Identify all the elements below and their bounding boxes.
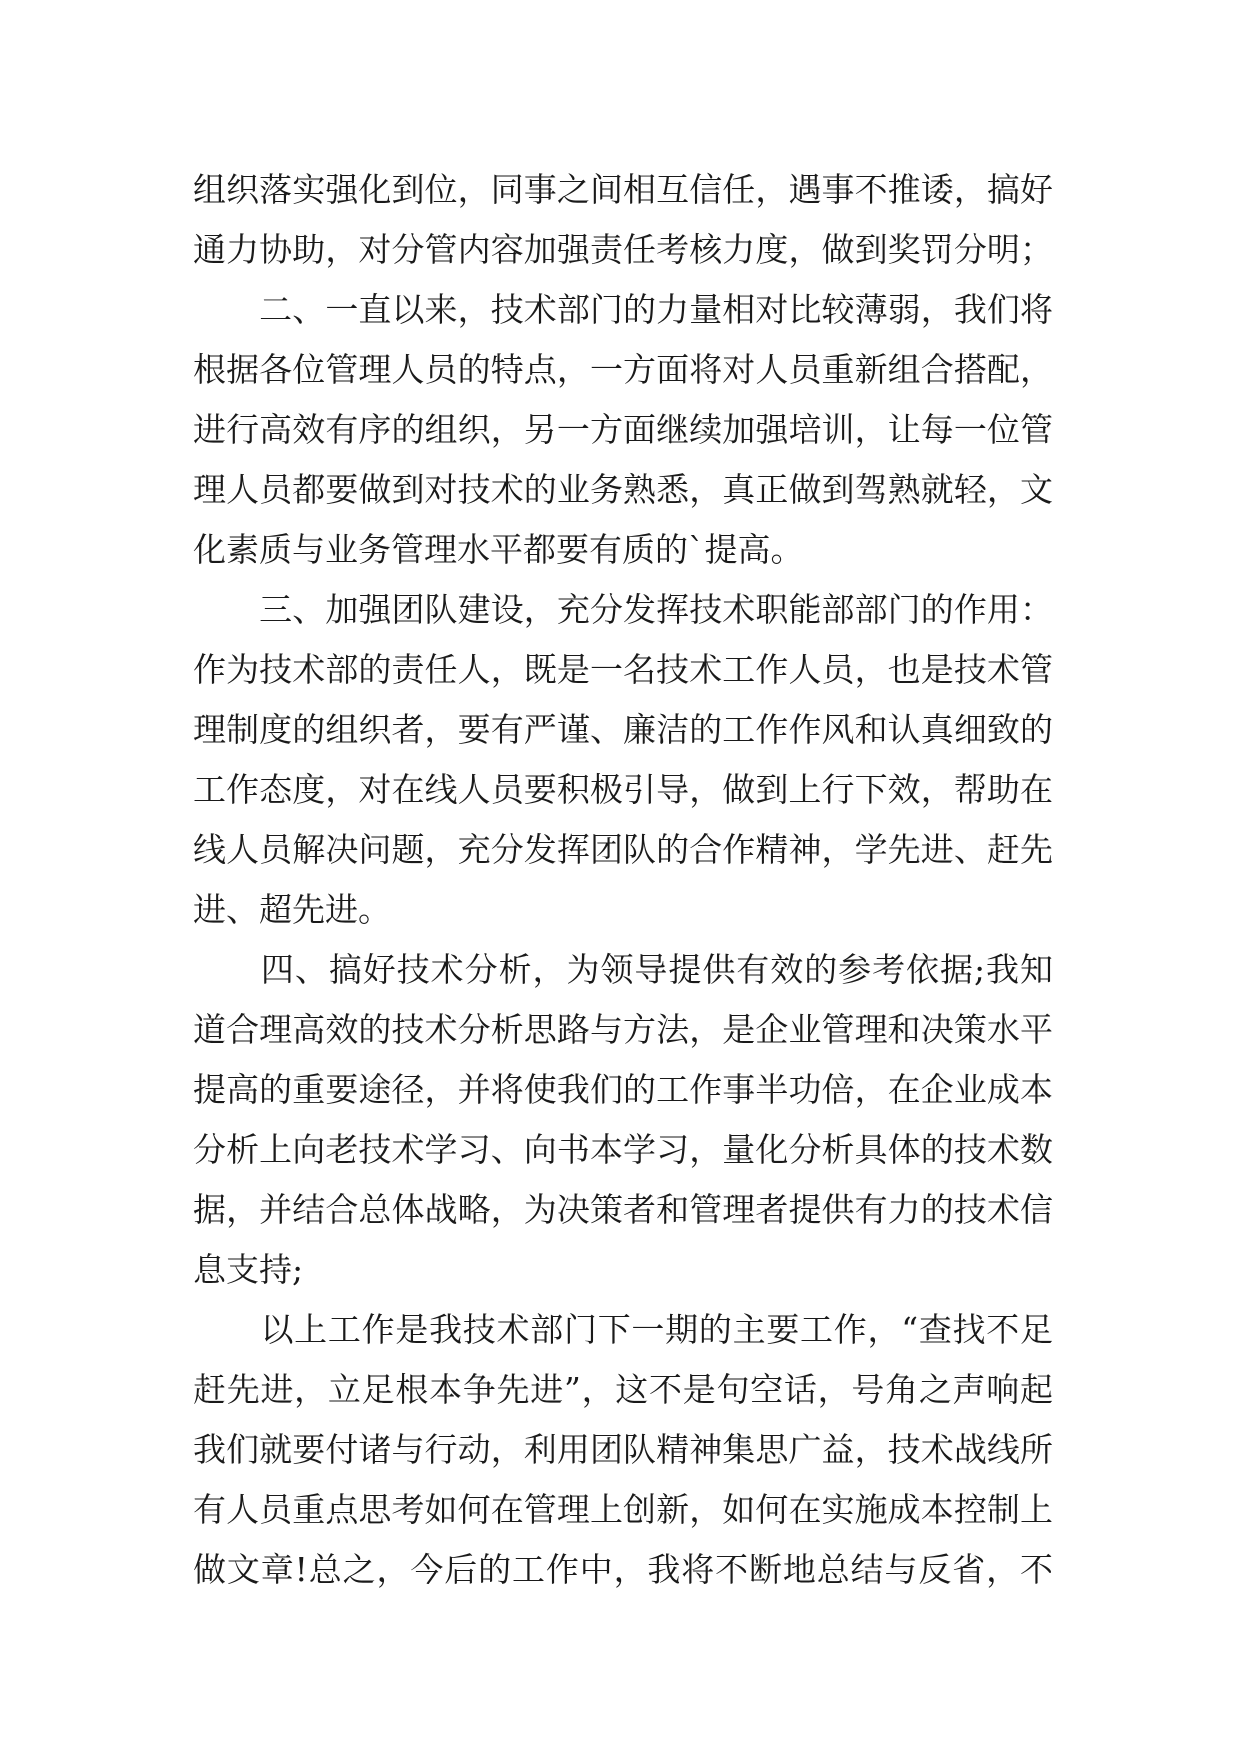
text-line: 三、加强团队建设，充分发挥技术职能部部门的作用： <box>193 590 1053 629</box>
text-line: 组织落实强化到位，同事之间相互信任，遇事不推诿，搞好 <box>193 170 1053 209</box>
text-line: 进、超先进。 <box>193 890 391 929</box>
document-body <box>193 160 1053 1600</box>
text-line: 赶先进，立足根本争先进”，这不是句空话，号角之声响起 <box>193 1370 1053 1409</box>
text-line: 进行高效有序的组织，另一方面继续加强培训，让每一位管 <box>193 410 1053 449</box>
text-line: 线人员解决问题，充分发挥团队的合作精神，学先进、赶先 <box>193 830 1053 869</box>
text-line: 以上工作是我技术部门下一期的主要工作，“查找不足 <box>193 1310 1053 1349</box>
text-line: 工作态度，对在线人员要积极引导，做到上行下效，帮助在 <box>193 770 1053 809</box>
text-line: 有人员重点思考如何在管理上创新，如何在实施成本控制上 <box>193 1490 1053 1529</box>
text-line: 做文章!总之，今后的工作中，我将不断地总结与反省，不 <box>193 1550 1053 1589</box>
text-line: 息支持; <box>193 1250 304 1289</box>
text-line: 根据各位管理人员的特点，一方面将对人员重新组合搭配， <box>193 350 1053 389</box>
text-line: 我们就要付诸与行动，利用团队精神集思广益，技术战线所 <box>193 1430 1053 1469</box>
text-line: 分析上向老技术学习、向书本学习，量化分析具体的技术数 <box>193 1130 1053 1169</box>
text-line: 据，并结合总体战略，为决策者和管理者提供有力的技术信 <box>193 1190 1053 1229</box>
text-line: 提高的重要途径，并将使我们的工作事半功倍，在企业成本 <box>193 1070 1053 1109</box>
text-line: 道合理高效的技术分析思路与方法，是企业管理和决策水平 <box>193 1010 1053 1049</box>
text-line: 理制度的组织者，要有严谨、廉洁的工作作风和认真细致的 <box>193 710 1053 749</box>
text-line: 二、一直以来，技术部门的力量相对比较薄弱，我们将 <box>193 290 1053 329</box>
text-line: 化素质与业务管理水平都要有质的`提高。 <box>193 530 804 569</box>
text-line: 作为技术部的责任人，既是一名技术工作人员，也是技术管 <box>193 650 1053 689</box>
text-line: 通力协助，对分管内容加强责任考核力度，做到奖罚分明； <box>193 230 1053 269</box>
text-line: 理人员都要做到对技术的业务熟悉，真正做到驾熟就轻，文 <box>193 470 1053 509</box>
text-line: 四、搞好技术分析，为领导提供有效的参考依据;我知 <box>193 950 1053 989</box>
